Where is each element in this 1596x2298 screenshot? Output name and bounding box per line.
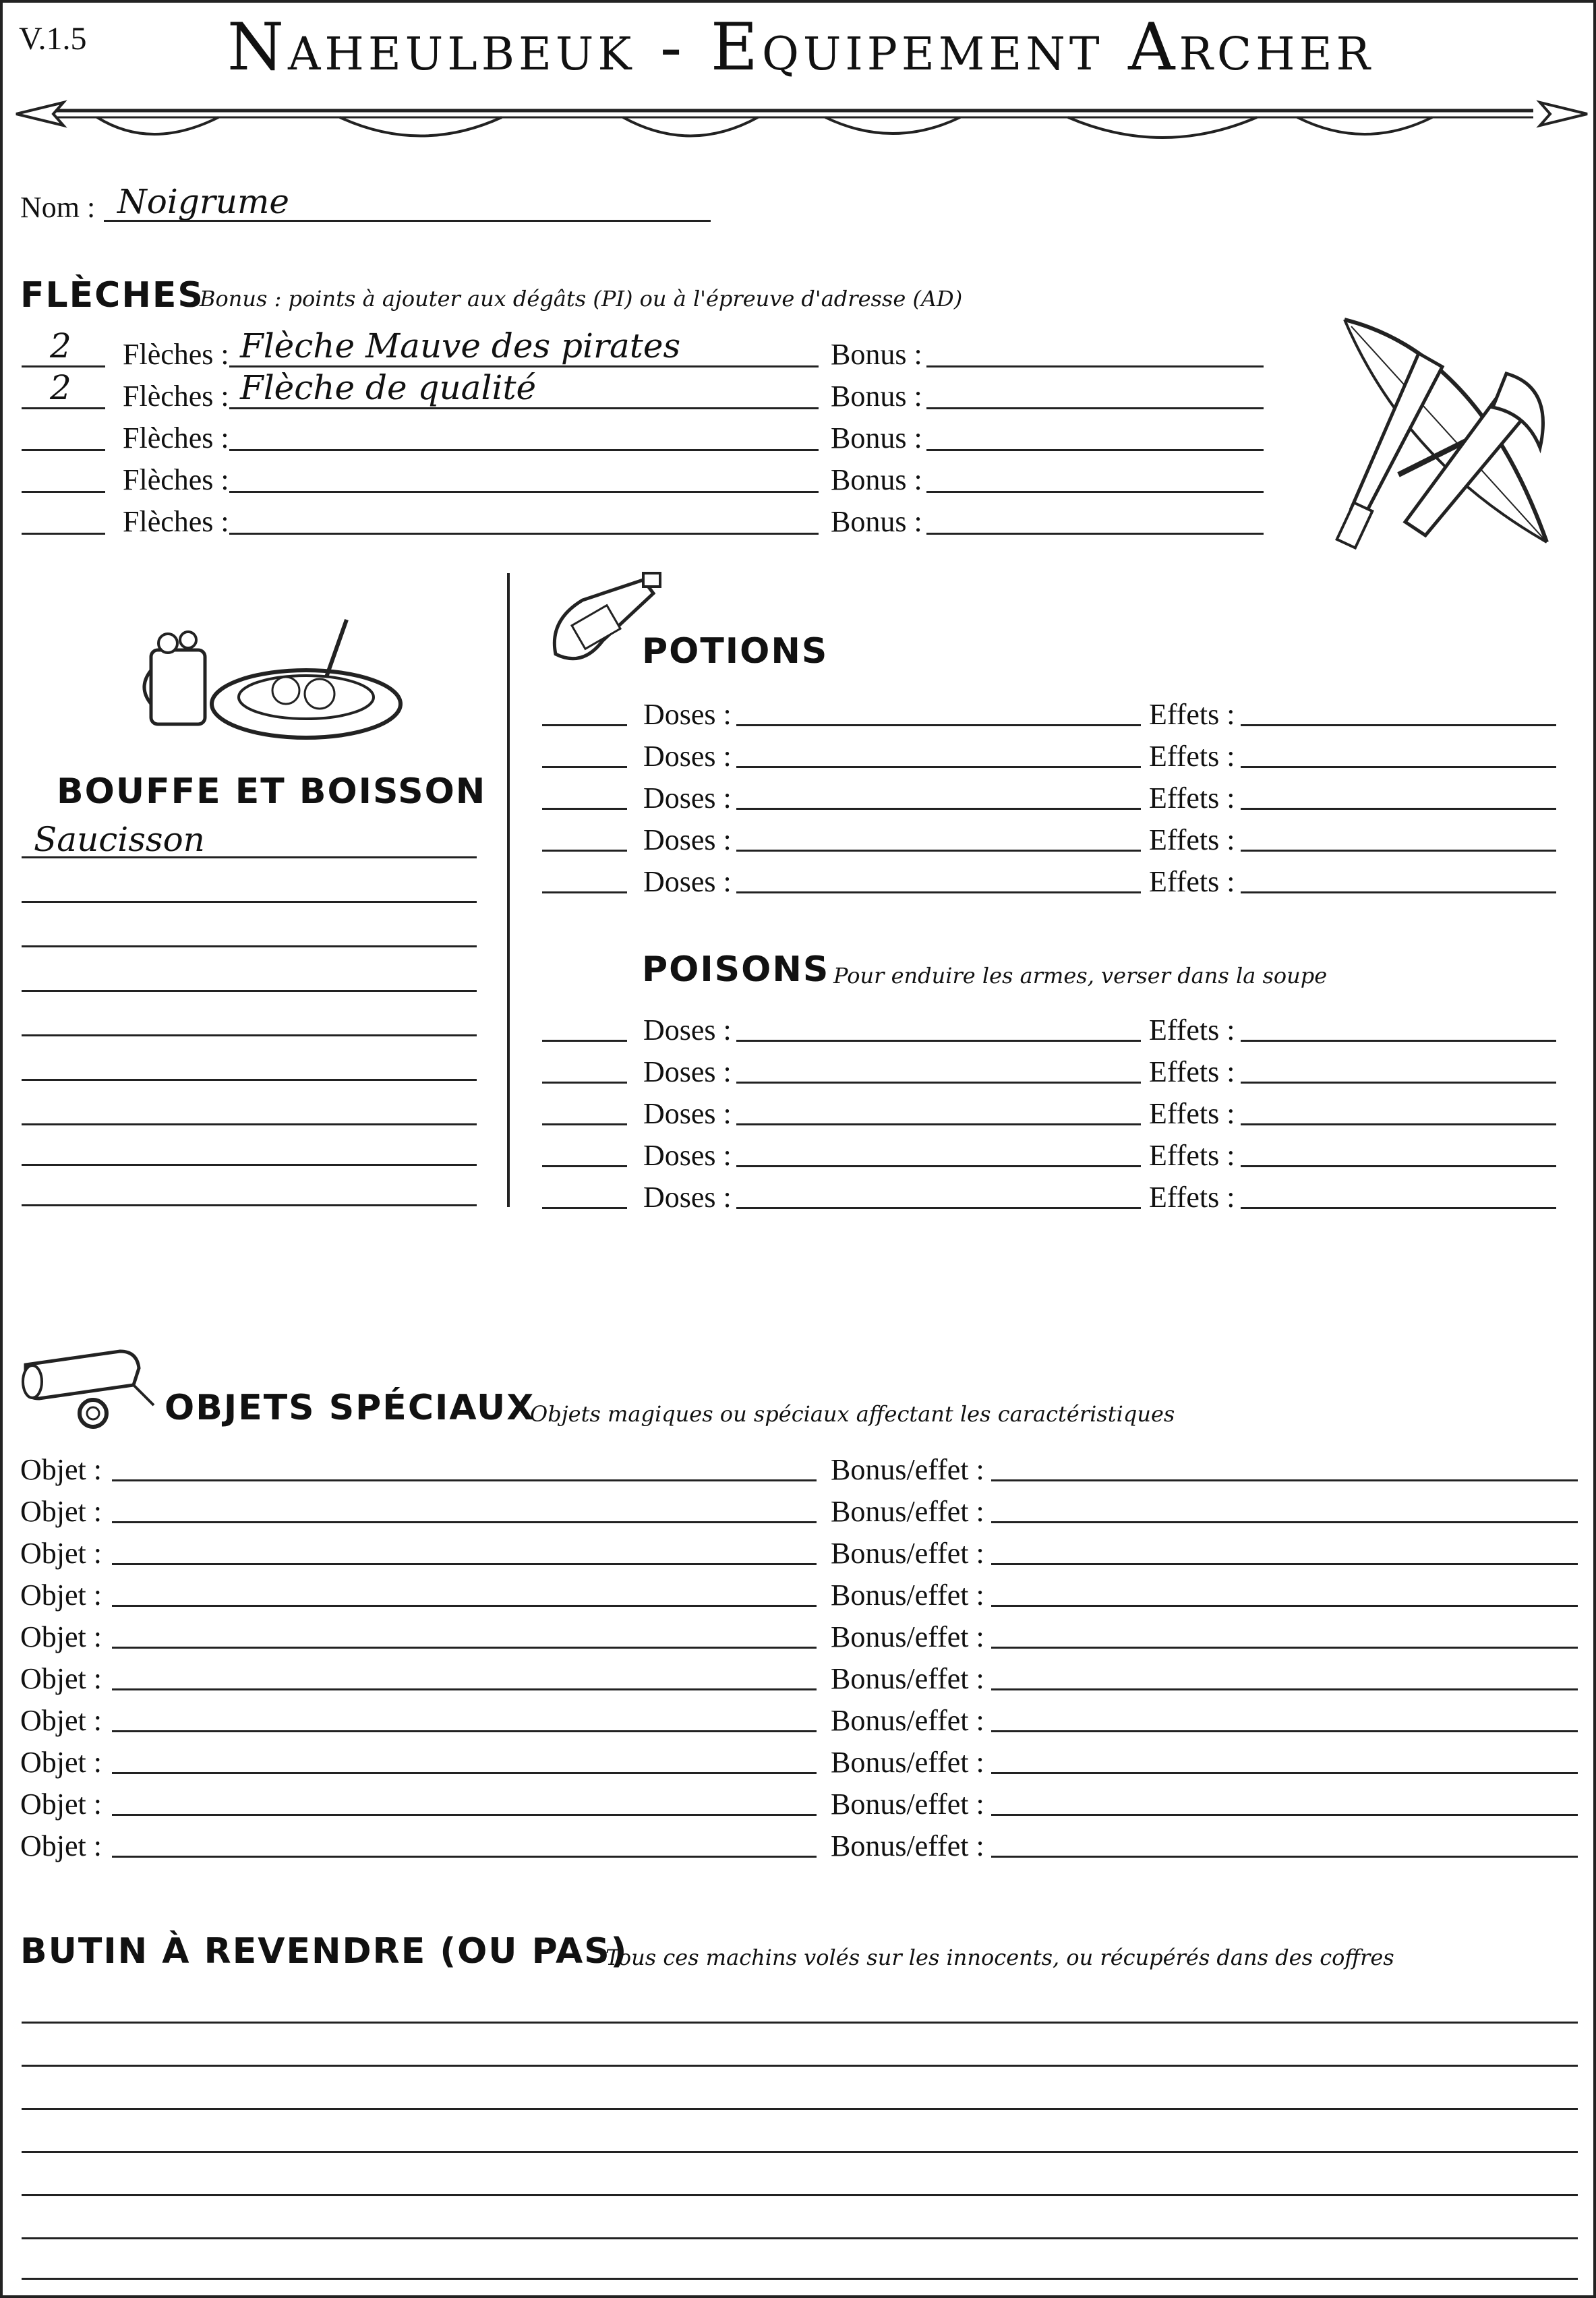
bouffe-item[interactable] [22,1034,477,1036]
potion-doses-label: Doses : [643,865,732,898]
potions-title: POTIONS [642,631,829,672]
potion-effets-label: Effets : [1149,865,1235,898]
bouffe-item[interactable] [22,1123,477,1125]
page-title: Naheulbeuk - Equipement Archer [227,9,1374,85]
butin-title: BUTIN À REVENDRE (OU PAS) [20,1931,628,1972]
butin-line[interactable] [22,2237,1578,2239]
arrow-divider-icon [16,90,1587,151]
objet-bonus-label: Bonus/effet : [831,1829,984,1862]
objet-label: Objet : [20,1537,102,1570]
fleches-qty[interactable]: 2 [50,368,71,407]
potion-doses-label: Doses : [643,698,732,731]
fleches-bonus-label: Bonus : [831,505,922,538]
version-label: V.1.5 [19,21,87,57]
poison-effets-label: Effets : [1149,1097,1235,1130]
fleches-label: Flèches : [123,380,229,413]
potion-effets-label: Effets : [1149,823,1235,856]
fleches-label: Flèches : [123,421,229,454]
fleches-name[interactable]: Flèche de qualité [240,368,537,407]
bouffe-item[interactable] [22,1204,477,1206]
objets-subtitle: Objets magiques ou spéciaux affectant les caractéristiques [530,1401,1175,1427]
poison-doses-label: Doses : [643,1181,732,1214]
poisons-subtitle: Pour enduire les armes, verser dans la soupe [833,963,1328,989]
objet-label: Objet : [20,1453,102,1486]
objet-bonus-label: Bonus/effet : [831,1704,984,1737]
objet-label: Objet : [20,1746,102,1779]
fleches-name[interactable]: Flèche Mauve des pirates [240,326,681,365]
fleches-subtitle: Bonus : points à ajouter aux dégâts (PI) ou à l'épreuve d'adresse (AD) [200,286,963,312]
potion-effets-label: Effets : [1149,698,1235,731]
nom-value[interactable]: Noigrume [117,182,289,221]
objet-label: Objet : [20,1829,102,1862]
fleches-bonus-label: Bonus : [831,421,922,454]
butin-subtitle: Tous ces machins volés sur les innocents, ou récupérés dans des coffres [605,1945,1394,1970]
potion-doses-label: Doses : [643,823,732,856]
objet-bonus-label: Bonus/effet : [831,1579,984,1612]
objet-bonus-label: Bonus/effet : [831,1662,984,1695]
poison-doses-label: Doses : [643,1013,732,1047]
fleches-qty[interactable]: 2 [50,326,71,365]
fleches-title: FLÈCHES [20,275,204,316]
nom-label: Nom : [20,191,96,224]
objet-label: Objet : [20,1704,102,1737]
butin-line[interactable] [22,2108,1578,2110]
poison-doses-label: Doses : [643,1055,732,1088]
poison-effets-label: Effets : [1149,1013,1235,1047]
objet-label: Objet : [20,1620,102,1653]
fleches-bonus-label: Bonus : [831,338,922,371]
potion-effets-label: Effets : [1149,782,1235,815]
objet-bonus-label: Bonus/effet : [831,1788,984,1821]
bouffe-item[interactable]: Saucisson [34,820,205,859]
poison-effets-label: Effets : [1149,1139,1235,1172]
objet-label: Objet : [20,1662,102,1695]
objet-label: Objet : [20,1788,102,1821]
fleches-bonus-label: Bonus : [831,463,922,496]
fleches-label: Flèches : [123,338,229,371]
objets-title: OBJETS SPÉCIAUX [165,1388,535,1428]
butin-line[interactable] [22,2151,1578,2153]
poison-doses-label: Doses : [643,1139,732,1172]
butin-line[interactable] [22,2065,1578,2067]
objet-bonus-label: Bonus/effet : [831,1495,984,1528]
poison-effets-label: Effets : [1149,1055,1235,1088]
fleches-label: Flèches : [123,505,229,538]
objet-label: Objet : [20,1495,102,1528]
poison-effets-label: Effets : [1149,1181,1235,1214]
bouffe-item[interactable] [22,901,477,903]
scroll-ring-icon [19,1345,160,1432]
objet-bonus-label: Bonus/effet : [831,1620,984,1653]
butin-line[interactable] [22,2278,1578,2280]
butin-line[interactable] [22,2022,1578,2024]
bouffe-item[interactable] [22,990,477,992]
potion-effets-label: Effets : [1149,740,1235,773]
bouffe-item[interactable] [22,1079,477,1081]
bouffe-item[interactable] [22,1164,477,1166]
fleches-bonus-label: Bonus : [831,380,922,413]
bouffe-title: BOUFFE ET BOISSON [57,771,487,812]
food-tankard-icon [138,610,407,744]
potion-doses-label: Doses : [643,740,732,773]
objet-bonus-label: Bonus/effet : [831,1746,984,1779]
butin-line[interactable] [22,2194,1578,2196]
poison-doses-label: Doses : [643,1097,732,1130]
objet-bonus-label: Bonus/effet : [831,1453,984,1486]
objet-bonus-label: Bonus/effet : [831,1537,984,1570]
staff-divider-icon [131,1264,1466,1311]
poisons-title: POISONS [642,949,830,990]
potion-doses-label: Doses : [643,782,732,815]
bouffe-item[interactable] [22,945,477,947]
crossed-weapons-icon [1324,313,1567,556]
objet-label: Objet : [20,1579,102,1612]
fleches-label: Flèches : [123,463,229,496]
